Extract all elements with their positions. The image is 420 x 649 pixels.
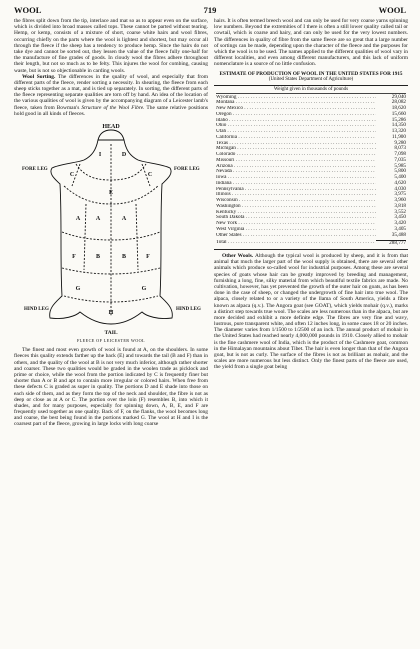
other-wools-paragraph <box>214 253 408 371</box>
header-right-word: WOOL <box>378 5 406 15</box>
wool-weight: 11,900 <box>391 133 406 140</box>
state-name: Iowa . . . <box>216 175 376 181</box>
other-wools-text: Although the typical wool is produced by sheep, and it is from that animal that much the larger part of the wool supply is obtained, there are several other animals which produce so-called wool for industrial purposes. Among these are several species of goats whose hair can be greatly improved by breeding and management, furnishing a long, fine, silky material from which beautiful textile fabrics are made. No cultivation, however, has yet prevented the growth of the outer hair on goats, as has been done in the case of sheep, or changed the undergrowth of fine hair into true wool. The alpaca, closely related to or a variety of the llama of South America, yields a fibre known as alpaca (q.v.). The Angora goat (see GOAT), which yields mohair (q.v.), marks a distinct step towards true wool. The scales are less numerous than in the alpaca, but are more decided and exhibit a more definite edge. The fibres are very fine and wavy, lustrous, pure transparent white, and often 12 inches long, in some cases 18 or 20 inches. The diameter varies from 1/1500 to 1/2500 of an inch. The annual product of mohair in the United States had reached nearly 4,000,000 pounds in 1910. Closely allied to mohair is the fine cashmere wool of India, which is the product of the Cashmere goat, common in the Himalayan mountains about Tibet. The hair is even longer than that of the Angora goat, but is not as curly. The surface of the fibres is not as brilliant as mohair, and the scales are more numerous but less distinct. Only the finest parts of the fleece are used, the yield from a single goat being <box>214 253 408 371</box>
wool-weight: 15,286 <box>391 116 406 123</box>
state-name: Missouri . . . <box>216 158 376 164</box>
state-name: Pennsylvania . . . <box>216 187 376 193</box>
figure-caption: FLEECE OF LEICESTER WOOL <box>76 338 146 343</box>
state-name: New York . . . <box>216 221 376 227</box>
region-g2: G <box>141 286 147 292</box>
wool-sorting-paragraph <box>14 74 208 117</box>
fleece-diagram-svg <box>14 120 208 338</box>
fleece-diagram <box>14 120 208 344</box>
region-a3: A <box>121 216 127 222</box>
wool-weight: 29,040 <box>391 93 406 100</box>
region-d: D <box>121 152 127 158</box>
table-total-row <box>216 240 406 247</box>
book-title: Structure of the Wool Fibre. <box>81 104 145 111</box>
state-name: Idaho . . . <box>216 118 376 124</box>
wool-weight: 4,620 <box>394 179 406 186</box>
state-name: California . . . <box>216 135 376 141</box>
wool-weight: 14,350 <box>391 122 406 129</box>
region-a1: A <box>75 216 81 222</box>
wool-weight: 3,960 <box>394 197 406 203</box>
state-name: Illinois . . . <box>216 192 376 198</box>
wool-weight: 15,660 <box>391 110 406 117</box>
wool-weight: 3,552 <box>394 208 406 215</box>
state-name: Montana . . . <box>216 100 376 106</box>
wool-weight: 3,818 <box>394 202 406 209</box>
wool-weight: 7,035 <box>394 156 406 163</box>
wool-weight: 13,320 <box>391 128 406 134</box>
region-f1: F <box>72 254 76 260</box>
wool-weight: 28,082 <box>391 99 406 106</box>
label-fore-leg-right: FORE LEG <box>174 167 200 172</box>
wool-production-table <box>214 71 408 251</box>
wool-weight: 3,975 <box>394 191 406 198</box>
state-name: Arizona . . . <box>216 164 376 170</box>
region-c1: C <box>69 172 75 178</box>
page-number: 719 <box>203 5 217 15</box>
header-left-word: WOOL <box>14 5 42 15</box>
state-name: Wyoming . . . <box>216 95 376 101</box>
state-name: New Mexico . . . <box>216 106 376 112</box>
hairs-paragraph: hairs. It is often termed breech wool and can only be used for very coarse yarns spinning low numbers. Beyond the extremities of I there is often a still lower quality called tail or cowtail, which is coarse and hairy, and can only be used for the very lowest numbers. The differences in quality of fibre from the same fleece are so great that a large number of sortings can be made, depending upon the character of the fleece and the purposes for which the wool is to be used. The names applied to the different qualities of wool vary in different localities, and even among different manufacturers, and this lack of uniform nomenclature is a source of no little confusion. <box>214 18 408 68</box>
region-c2: C <box>147 172 153 178</box>
wool-weight: 5,800 <box>394 168 406 175</box>
wool-weight: 35,488 <box>391 231 406 238</box>
label-hind-leg-left: HIND LEG <box>24 307 49 312</box>
wool-sorting-heading: Wool Sorting. <box>22 73 56 80</box>
region-e: E <box>108 190 114 196</box>
wool-weight: 5,985 <box>394 162 406 169</box>
state-name: West Virginia . . . <box>216 227 376 233</box>
wool-weight: 3,450 <box>394 214 406 221</box>
region-i: I <box>98 152 102 158</box>
state-name: Kentucky . . . <box>216 210 376 216</box>
right-column <box>214 18 408 371</box>
label-tail: TAIL <box>104 330 118 336</box>
table-source: (United States Department of Agriculture) <box>268 76 354 82</box>
region-a2: A <box>95 216 101 222</box>
region-g1: G <box>75 286 81 292</box>
wool-weight: 3,420 <box>394 220 406 226</box>
wool-weight: 5,400 <box>394 174 406 180</box>
total-label: Total . . . <box>216 240 376 247</box>
label-hind-leg-right: HIND LEG <box>176 307 201 312</box>
state-name: Oregon . . . <box>216 112 376 118</box>
table-title: ESTIMATE OF PRODUCTION OF WOOL IN THE UNITED STATES FOR 1915 <box>219 70 403 77</box>
state-name: Washington . . . <box>216 204 376 210</box>
state-name: Colorado . . . <box>216 152 376 158</box>
wool-weight: 4,030 <box>394 185 406 192</box>
state-name: South Dakota . . . <box>216 215 376 221</box>
state-name: Other States . . . <box>216 233 376 239</box>
state-name: Indiana . . . <box>216 181 376 187</box>
wool-sorting-tail: The same relative positions hold good in all kinds of fleeces. <box>14 104 208 117</box>
state-name: Utah . . . <box>216 129 376 135</box>
wool-sorting-text: The differences in the quality of wool, and especially that from different parts of the fleece, render sorting a necessity. In shearing, the fleece from each sheep sticks together as a mat, and is tied up separately. In sorting, the different parts of the fleece representing separate qualities are torn off by hand. An idea of the location of the various qualities of wool is given by the accompanying diagram of a Leicester lamb's fleece, taken from Bowman's <box>14 73 208 111</box>
wool-weight: 7,098 <box>394 151 406 157</box>
left-column <box>14 18 208 428</box>
table-row <box>216 233 406 239</box>
table-body <box>214 85 408 251</box>
state-name: Texas . . . <box>216 141 376 147</box>
state-name: Michigan . . . <box>216 146 376 152</box>
table-column-header: Weight given in thousands of pounds <box>216 87 406 94</box>
total-value: 288,777 <box>376 240 406 247</box>
intro-paragraph: the fibres split down from the tip, interlace and mat so as to appear even on the surface, which is divided into broad masses called tops. These cannot be parted without tearing. Hemp, or kemp, consists of a mixture of short, coarse white hairs and wool fibres, occurring chiefly on the parts where the wool is lightest and shortest, but may occur all through the fleece if the sheep has a tendency to produce hemp. Since the hairs do not take dye and cannot be sorted out, they lessen the value of the fleece fully one-half for the manufacture of fine grades of goods. In cloudy wool the fibres adhere throughout their length, but not so much as to be felty. This injures the wool for combing, causing waste, but is not so objectionable in carding wools. <box>14 18 208 74</box>
finest-wool-paragraph: The finest and most even growth of wool is found at A, on the shoulders. In some fleeces this quality extends farther up the back (E) and towards the tail (B and F) than in others, and the quality of the wool at B is not very much inferior, although rather shorter and coarser. These two qualities would be graded in the woolen trade as picklock and prime or choice, while the wool from the portion indicated by C is frequently finer but shorter than A or B and apt to contain more irregular or colored hairs. When free from these defects C is graded as super in quality. The portions D and E shade into those on each side of them, and as they form the top of the neck and shoulder, the fibre is not as deep or close as at A or C. The portion over the loin (F) resembles B, into which it shades, and for many purposes, especially for spinning down, A, B, E, and F are frequently used together as one quality. Back of F, on the flanks, the wool becomes long and coarse, the best being found in the portions marked G. The wool at H and I is the coarsest part of the fleece, growing in large locks with long coarse <box>14 347 208 428</box>
state-name: Ohio . . . <box>216 123 376 129</box>
region-b1: B <box>95 254 101 260</box>
wool-weight: 3,405 <box>394 225 406 232</box>
other-wools-heading: Other Wools. <box>222 253 254 259</box>
table-rows <box>216 95 406 239</box>
wool-weight: 8,073 <box>394 145 406 152</box>
region-b2: B <box>121 254 127 260</box>
running-header <box>14 5 406 17</box>
wool-weight: 9,280 <box>394 139 406 146</box>
state-name: Wisconsin . . . <box>216 198 376 204</box>
wool-weight: 18,620 <box>391 105 406 111</box>
label-fore-leg-left: FORE LEG <box>22 167 48 172</box>
region-h: H <box>108 310 114 316</box>
label-head: HEAD <box>102 124 120 130</box>
state-name: Nevada . . . <box>216 169 376 175</box>
region-f2: F <box>146 254 150 260</box>
